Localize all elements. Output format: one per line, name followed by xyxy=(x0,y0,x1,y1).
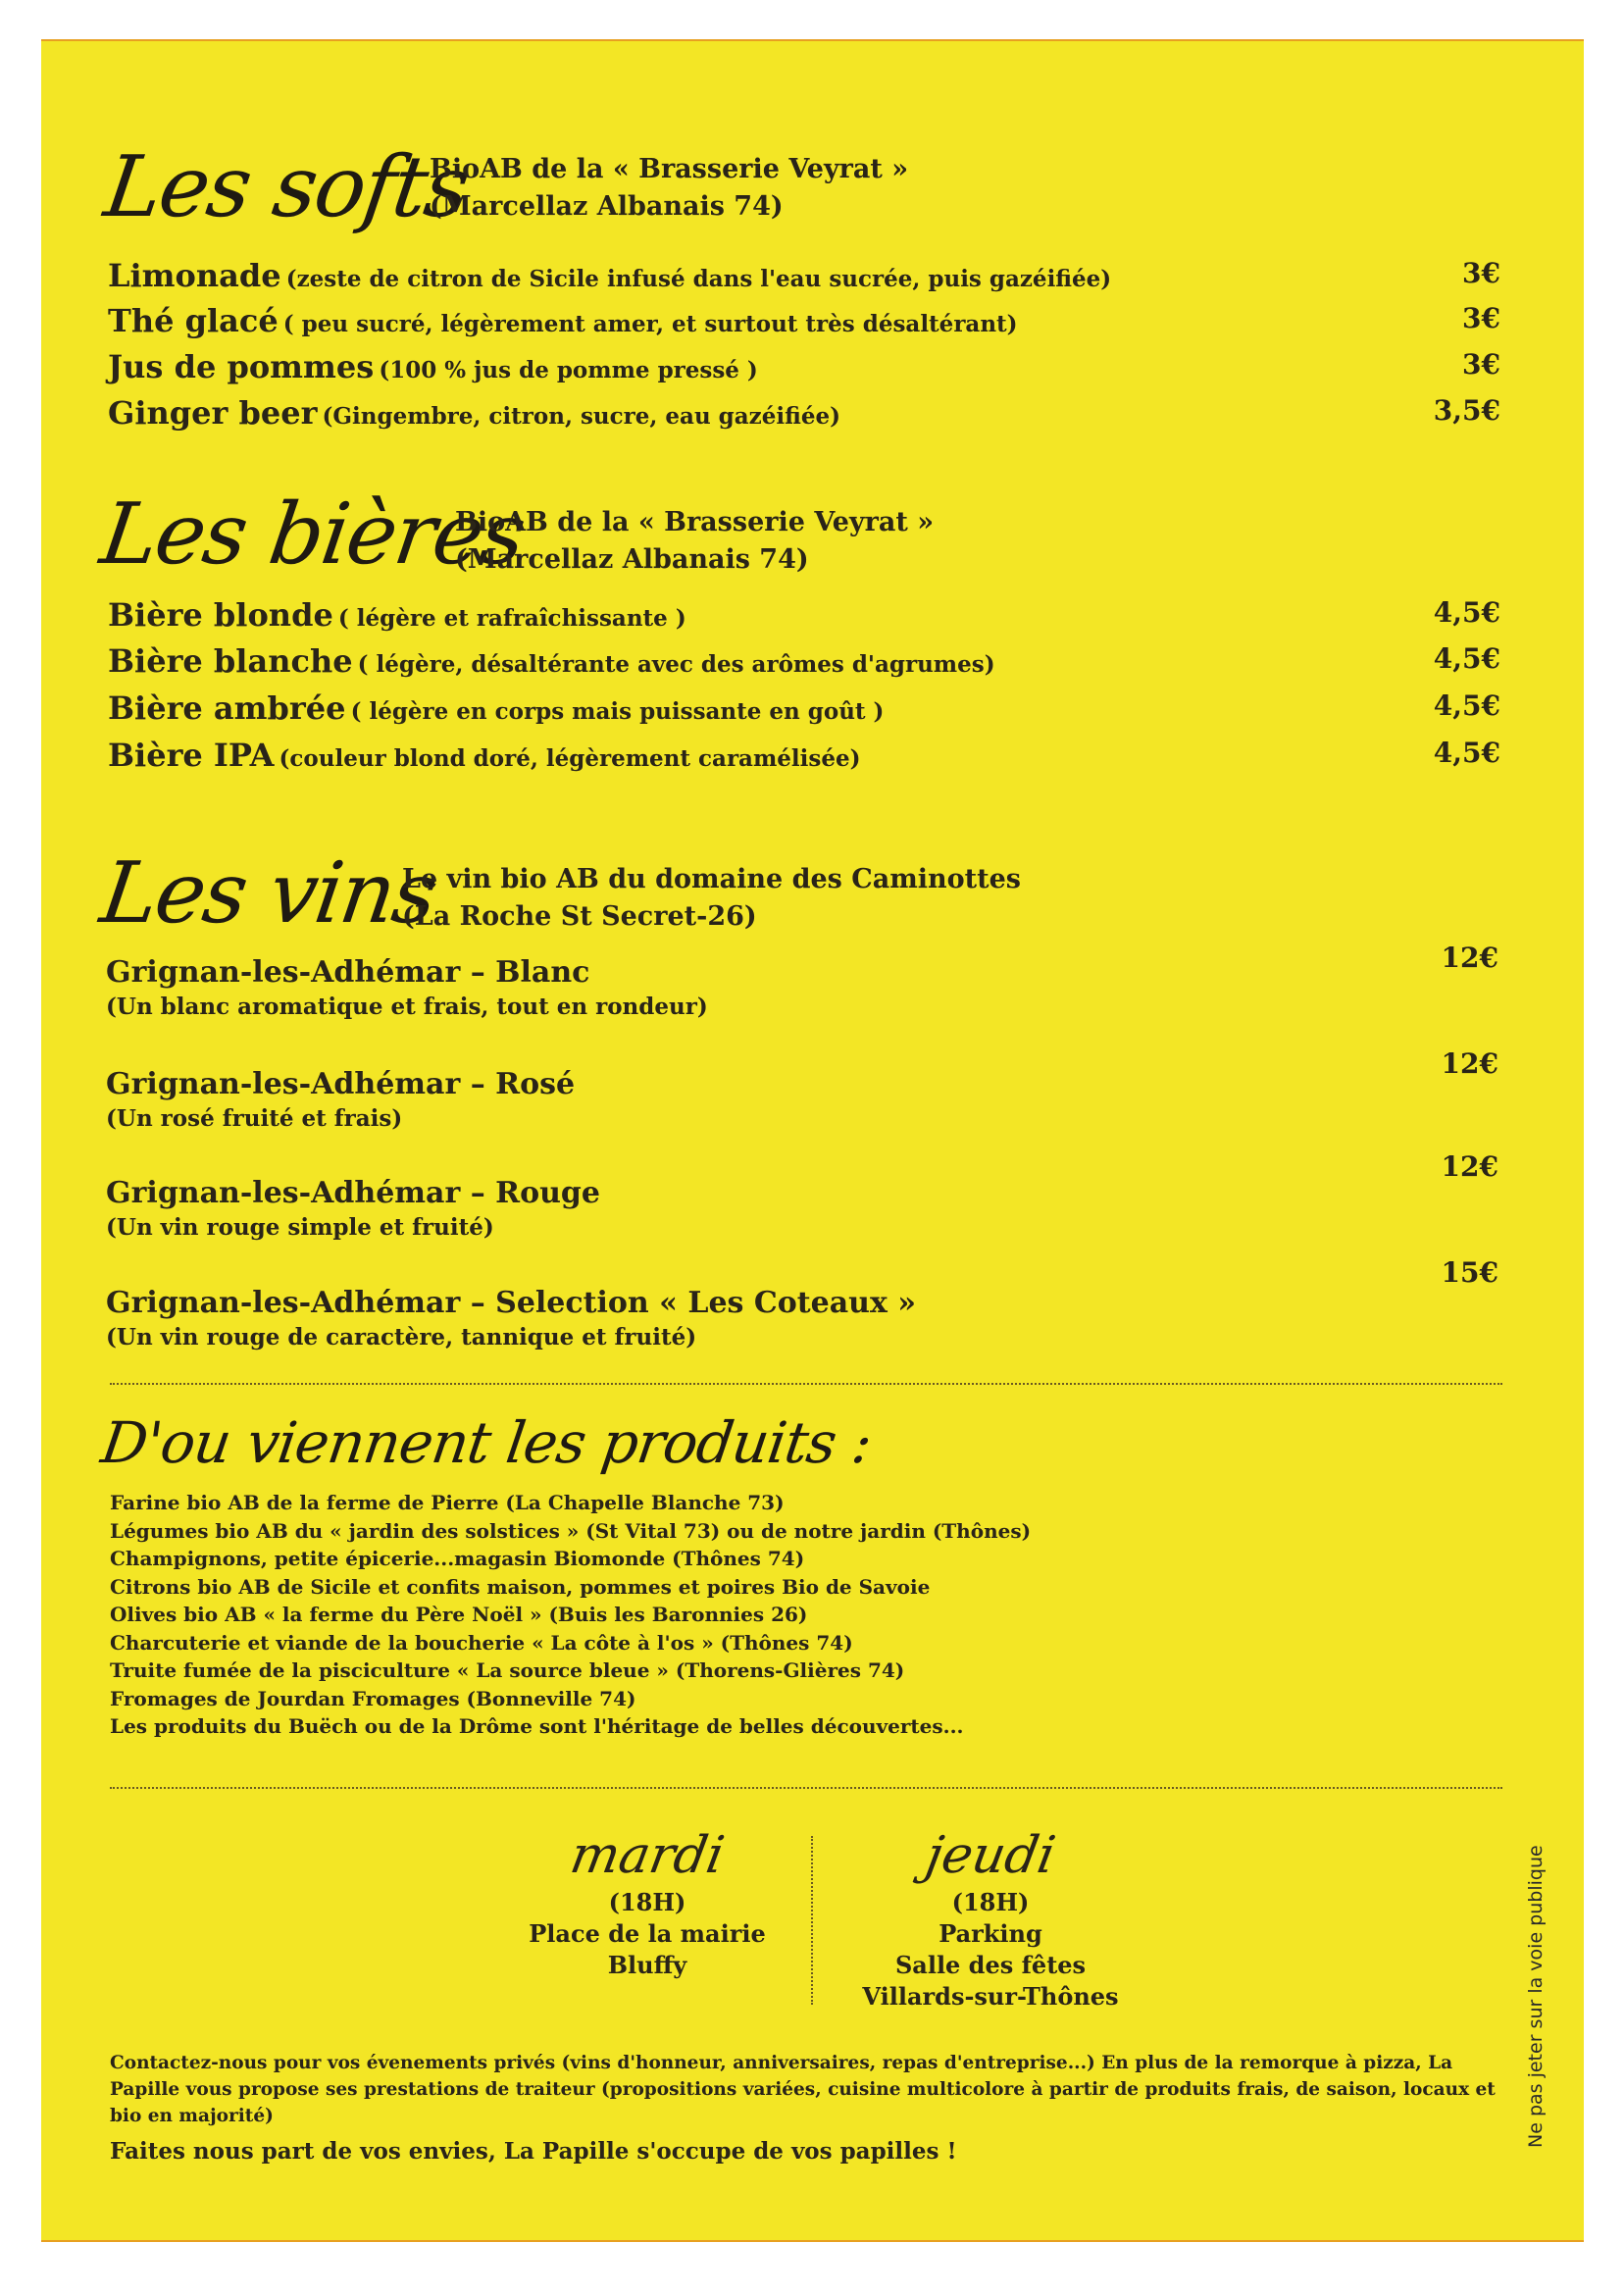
item-price: 12€ xyxy=(1441,1150,1498,1183)
market-line: Villards-sur-Thônes xyxy=(862,1982,1119,2011)
item-price: 3€ xyxy=(1462,257,1500,289)
softs-title: Les softs xyxy=(98,138,474,236)
item-desc: (100 % jus de pomme pressé ) xyxy=(379,357,758,383)
origin-line: Champignons, petite épicerie...magasin Biomonde (Thônes 74) xyxy=(110,1547,805,1570)
item-desc: (zeste de citron de Sicile infusé dans l'eau sucrée, puis gazéifiée) xyxy=(285,266,1112,292)
legal-notice: Ne pas jeter sur la voie publique xyxy=(1525,1845,1547,2148)
item-desc: ( légère et rafraîchissante ) xyxy=(337,605,686,632)
item-desc: ( légère en corps mais puissante en goût ) xyxy=(350,698,885,725)
origin-line: Farine bio AB de la ferme de Pierre (La Chapelle Blanche 73) xyxy=(110,1491,785,1514)
market-thursday xyxy=(834,1826,1147,2013)
origin-line: Fromages de Jourdan Fromages (Bonneville 74) xyxy=(110,1686,636,1710)
bieres-item xyxy=(108,642,1500,686)
item-desc: ( légère, désaltérante avec des arômes d'agrumes) xyxy=(357,651,995,678)
item-name: Ginger beer xyxy=(108,394,318,432)
item-name: Bière blonde xyxy=(108,596,333,634)
item-price: 4,5€ xyxy=(1433,596,1500,629)
item-name: Grignan-les-Adhémar – Selection « Les Coteaux » xyxy=(106,1286,917,1320)
market-day: jeudi xyxy=(921,1826,1060,1885)
origin-line: Les produits du Buëch ou de la Drôme sont l'héritage de belles découvertes... xyxy=(110,1714,964,1738)
item-price: 4,5€ xyxy=(1433,737,1500,769)
contact-closing: Faites nous part de vos envies, La Papille s'occupe de vos papilles ! xyxy=(110,2138,957,2165)
item-price: 15€ xyxy=(1441,1256,1498,1289)
item-name: Bière blanche xyxy=(108,642,353,680)
bieres-item xyxy=(108,737,1500,780)
item-name: Thé glacé xyxy=(108,302,279,339)
market-line: Parking xyxy=(939,1919,1042,1948)
item-desc: (Un vin rouge simple et fruité) xyxy=(106,1214,494,1241)
softs-subtitle-1: BioAB de la « Brasserie Veyrat » xyxy=(430,154,909,184)
item-price: 4,5€ xyxy=(1433,689,1500,722)
bieres-title: Les bières xyxy=(94,485,531,584)
origin-line: Citrons bio AB de Sicile et confits maison, pommes et poires Bio de Savoie xyxy=(110,1574,931,1599)
vins-subtitle-1: Le vin bio AB du domaine des Caminottes xyxy=(402,864,1022,894)
item-desc: (couleur blond doré, légèrement caramélisée) xyxy=(279,745,861,772)
softs-item xyxy=(108,348,1500,391)
divider xyxy=(110,1787,1502,1789)
bieres-item xyxy=(108,689,1500,733)
origin-line: Charcuterie et viande de la boucherie « La côte à l'os » (Thônes 74) xyxy=(110,1630,853,1655)
vins-item xyxy=(106,942,1498,1020)
item-name: Grignan-les-Adhémar – Blanc xyxy=(106,955,590,990)
bieres-subtitle-2: (Marcellaz Albanais 74) xyxy=(455,544,809,575)
market-line: Place de la mairie xyxy=(529,1919,766,1948)
item-desc: (Un vin rouge de caractère, tannique et fruité) xyxy=(106,1324,697,1351)
divider xyxy=(110,1383,1502,1385)
market-line: Salle des fêtes xyxy=(894,1951,1087,1979)
item-price: 3€ xyxy=(1462,348,1500,381)
item-name: Grignan-les-Adhémar – Rouge xyxy=(106,1176,600,1210)
item-name: Bière IPA xyxy=(108,737,275,774)
item-desc: (Un rosé fruité et frais) xyxy=(106,1105,403,1132)
item-price: 4,5€ xyxy=(1433,642,1500,675)
softs-item xyxy=(108,394,1500,437)
origins-title: D'ou viennent les produits : xyxy=(97,1409,876,1476)
origin-line: Truite fumée de la pisciculture « La source bleue » (Thorens-Glières 74) xyxy=(110,1658,905,1682)
market-line: (18H) xyxy=(608,1888,686,1916)
item-price: 3,5€ xyxy=(1433,394,1500,427)
item-name: Limonade xyxy=(108,257,281,294)
market-separator xyxy=(811,1836,813,2005)
item-name: Grignan-les-Adhémar – Rosé xyxy=(106,1067,576,1101)
item-price: 12€ xyxy=(1441,942,1498,974)
softs-item xyxy=(108,257,1500,300)
item-price: 3€ xyxy=(1462,302,1500,334)
vins-item xyxy=(106,1150,1498,1241)
item-name: Jus de pommes xyxy=(108,348,375,385)
origin-line: Olives bio AB « la ferme du Père Noël » (Buis les Baronnies 26) xyxy=(110,1603,808,1626)
softs-item xyxy=(108,302,1500,345)
origin-line: Légumes bio AB du « jardin des solstices » (St Vital 73) ou de notre jardin (Thônes) xyxy=(110,1518,1032,1543)
market-line: Bluffy xyxy=(607,1951,687,1979)
bieres-subtitle-1: BioAB de la « Brasserie Veyrat » xyxy=(455,507,935,537)
softs-subtitle-2: (Marcellaz Albanais 74) xyxy=(430,191,784,222)
item-name: Bière ambrée xyxy=(108,689,346,727)
item-price: 12€ xyxy=(1441,1047,1498,1080)
market-day: mardi xyxy=(566,1826,729,1885)
item-desc: (Un blanc aromatique et frais, tout en rondeur) xyxy=(106,994,708,1020)
vins-subtitle-2: (La Roche St Secret-26) xyxy=(402,901,757,932)
market-line: (18H) xyxy=(951,1888,1030,1916)
market-tuesday xyxy=(510,1826,785,1981)
vins-item xyxy=(106,1256,1498,1351)
origins-list xyxy=(110,1489,1031,1741)
bieres-item xyxy=(108,596,1500,639)
item-desc: (Gingembre, citron, sucre, eau gazéifiée) xyxy=(322,403,840,430)
contact-text: Contactez-nous pour vos évenements privés (vins d'honneur, anniversaires, repas d'entreprise...) En plus de la remorque à pizza, La Papille vous propose ses prestations de traiteur (propositions variées, cuisine multicolore à partir de produits frais, de saison, locaux et bio en majorité) xyxy=(110,2053,1496,2126)
vins-item xyxy=(106,1047,1498,1132)
item-desc: ( peu sucré, légèrement amer, et surtout très désaltérant) xyxy=(282,311,1018,337)
vins-title: Les vins xyxy=(94,844,442,943)
